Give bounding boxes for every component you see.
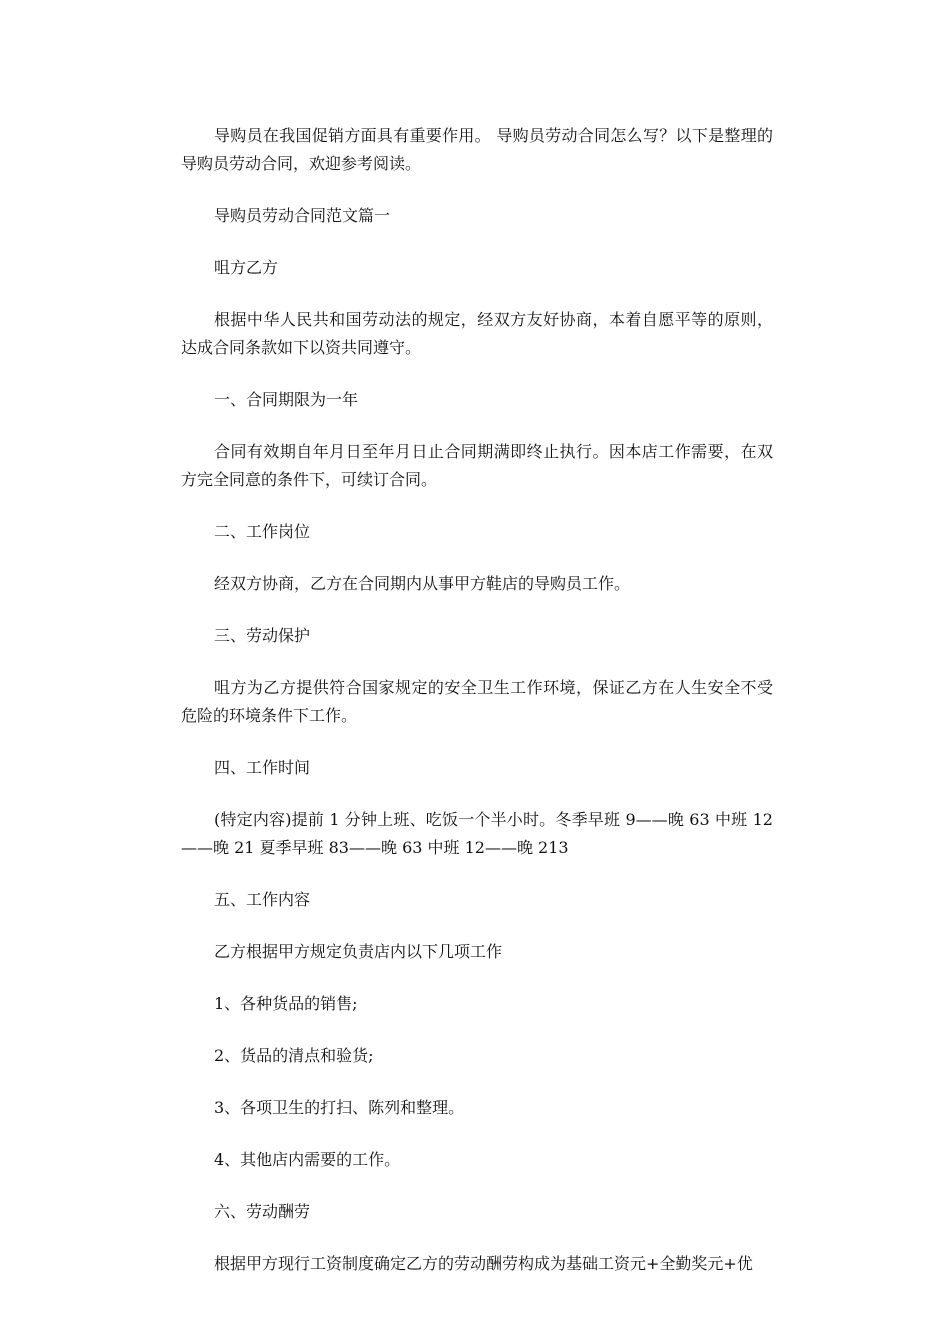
clause-text-pay: 根据甲方现行工资制度确定乙方的劳动酬劳构成为基础工资元+全勤奖元+优: [214, 1254, 753, 1273]
parties-line: 咀方乙方: [214, 258, 279, 277]
section-title: 导购员劳动合同范文篇一: [214, 206, 391, 225]
duty-item-4: 4、其他店内需要的工作。: [214, 1150, 401, 1169]
duty-item-1: 1、各种货品的销售;: [214, 994, 358, 1013]
clause-text-term: 合同有效期自年月日至年月日止合同期满即终止执行。因本店工作需要，在双方完全同意的条件下，可续订合同。: [181, 442, 773, 489]
duty-item-2: 2、货品的清点和验货;: [214, 1046, 374, 1065]
clause-heading-duties: 五、工作内容: [214, 890, 311, 909]
clause-text-hours: (特定内容)提前 1 分钟上班、吃饭一个半小时。冬季早班 9——晚 63 中班 12——晚 21 夏季早班 83——晚 63 中班 12——晚 213: [181, 810, 773, 857]
document-body: [181, 122, 773, 1302]
clause-heading-protection: 三、劳动保护: [214, 626, 311, 645]
intro-paragraph: 导购员在我国促销方面具有重要作用。 导购员劳动合同怎么写？以下是整理的导购员劳动合同，欢迎参考阅读。: [181, 126, 773, 173]
clause-heading-hours: 四、工作时间: [214, 758, 311, 777]
preamble-paragraph: 根据中华人民共和国劳动法的规定，经双方友好协商，本着自愿平等的原则，达成合同条款如下以资共同遵守。: [181, 310, 773, 357]
clause-heading-position: 二、工作岗位: [214, 522, 311, 541]
clause-heading-pay: 六、劳动酬劳: [214, 1202, 311, 1221]
clause-text-position: 经双方协商，乙方在合同期内从事甲方鞋店的导购员工作。: [214, 574, 631, 593]
clause-text-protection: 咀方为乙方提供符合国家规定的安全卫生工作环境，保证乙方在人生安全不受危险的环境条件下工作。: [181, 678, 773, 725]
clause-heading-term: 一、合同期限为一年: [214, 390, 359, 409]
duty-item-3: 3、各项卫生的打扫、陈列和整理。: [214, 1098, 465, 1117]
clause-text-duties: 乙方根据甲方规定负责店内以下几项工作: [214, 942, 503, 961]
